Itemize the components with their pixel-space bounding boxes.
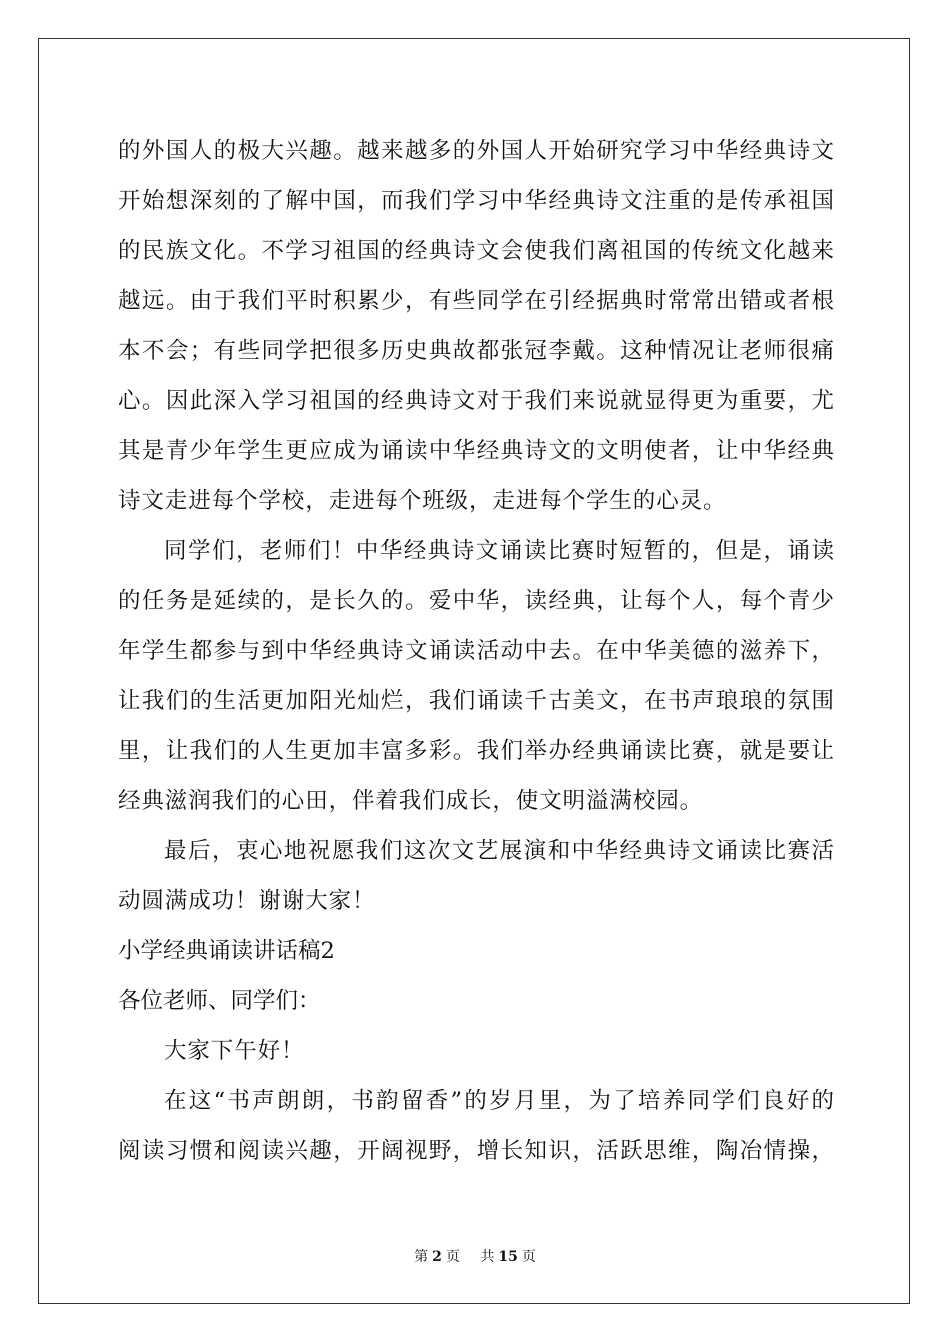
total-indicator [476,1249,539,1265]
text-line: 诗文走进每个学校，走进每个班级，走进每个学生的心灵。 [118,488,727,514]
total-prefix: 共 [480,1249,495,1265]
text-line: 阅读习惯和阅读兴趣，开阔视野，增长知识，活跃思维，陶冶情操， [118,1138,834,1164]
paragraph-2 [118,526,834,826]
text-line: 里，让我们的人生更加丰富多彩。我们举办经典诵读比赛，就是要让 [118,738,834,764]
text-line: 动圆满成功！谢谢大家！ [118,888,376,914]
document-body [118,126,834,1176]
paragraph-4 [118,1076,834,1176]
total-suffix: 页 [521,1249,536,1265]
text-line: 在这“书声朗朗，书韵留香”的岁月里，为了培养同学们良好的 [164,1088,834,1114]
salutation: 各位老师、同学们： [118,988,321,1014]
text-line: 最后，衷心地祝愿我们这次文艺展演和中华经典诗文诵读比赛活 [164,838,834,864]
page-number: 2 [432,1249,442,1265]
text-line: 经典滋润我们的心田，伴着我们成长，使文明溢满校园。 [118,788,704,814]
text-line: 心。因此深入学习祖国的经典诗文对于我们来说就显得更为重要，尤 [118,388,834,414]
text-line: 让我们的生活更加阳光灿烂，我们诵读千古美文，在书声琅琅的氛围 [118,688,834,714]
text-line: 的外国人的极大兴趣。越来越多的外国人开始研究学习中华经典诗文 [118,138,834,164]
paragraph-3 [118,826,834,926]
paragraph-1 [118,126,834,526]
page-footer [0,1246,950,1266]
greeting: 大家下午好！ [164,1038,305,1064]
section-title: 小学经典诵读讲话稿2 [118,938,335,964]
text-line: 年学生都参与到中华经典诗文诵读活动中去。在中华美德的滋养下， [118,638,834,664]
text-line: 本不会；有些同学把很多历史典故都张冠李戴。这种情况让老师很痛 [118,338,834,364]
text-line: 的民族文化。不学习祖国的经典诗文会使我们离祖国的传统文化越来 [118,238,834,264]
total-pages: 15 [498,1249,518,1265]
text-line: 同学们，老师们！中华经典诗文诵读比赛时短暂的，但是，诵读 [164,538,834,564]
page-suffix: 页 [445,1249,460,1265]
page-indicator [410,1249,464,1265]
text-line: 开始想深刻的了解中国，而我们学习中华经典诗文注重的是传承祖国 [118,188,834,214]
text-line: 其是青少年学生更应成为诵读中华经典诗文的文明使者，让中华经典 [118,438,834,464]
text-line: 越远。由于我们平时积累少，有些同学在引经据典时常常出错或者根 [118,288,834,314]
page-prefix: 第 [414,1249,429,1265]
text-line: 的任务是延续的，是长久的。爱中华，读经典，让每个人，每个青少 [118,588,834,614]
